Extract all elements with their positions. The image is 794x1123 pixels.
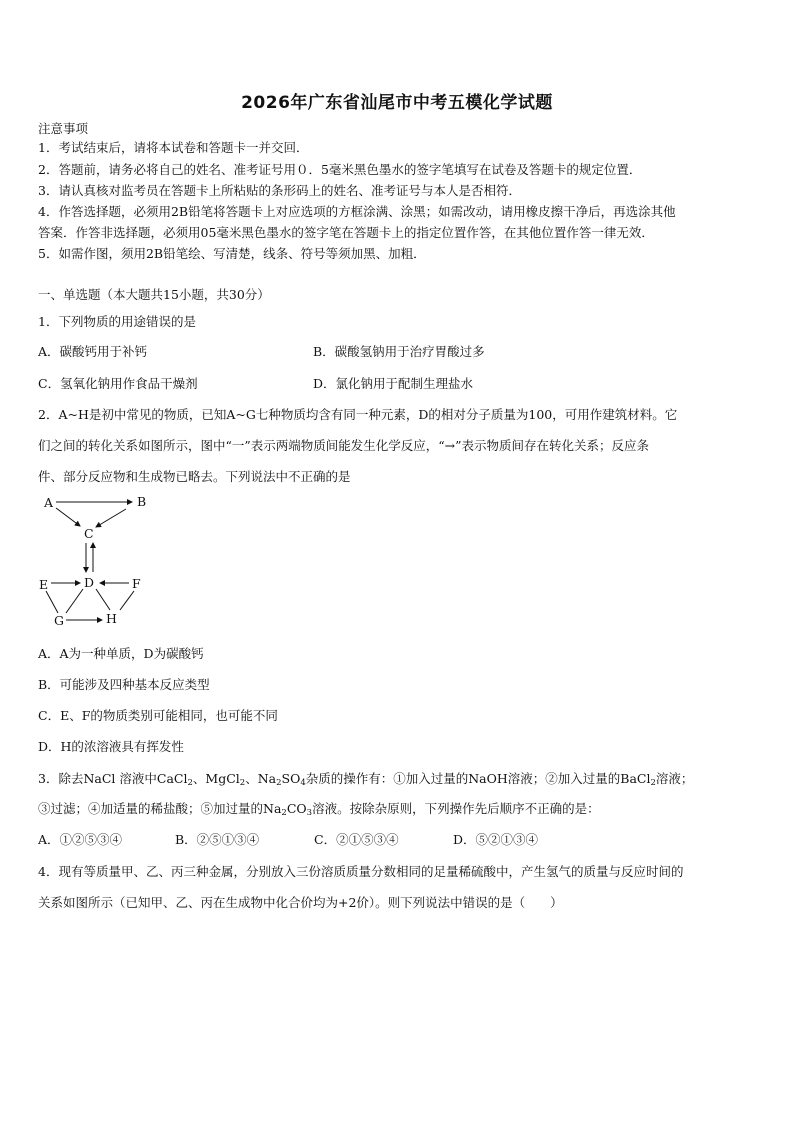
- notice-item: 4．作答选择题，必须用2B铅笔将答题卡上对应选项的方框涂满、涂黑；如需改动，请用橡皮擦干净后，再选涂其他: [38, 204, 676, 219]
- question-3-option-b: B．②⑤①③④: [175, 832, 260, 847]
- notice-item: 2．答题前，请务必将自己的姓名、准考证号用０．5毫米黑色墨水的签字笔填写在试卷及答题卡的规定位置．: [38, 162, 642, 177]
- question-2-option-a: A．A为一种单质，D为碳酸钙: [38, 646, 204, 661]
- line-f-h: [120, 591, 134, 610]
- question-1-stem: 1．下列物质的用途错误的是: [38, 314, 196, 329]
- question-1-option-b: B．碳酸氢钠用于治疗胃酸过多: [313, 344, 485, 359]
- notice-item: 1．考试结束后，请将本试卷和答题卡一并交回．: [38, 140, 309, 155]
- section-heading: 一、单选题（本大题共15小题，共30分）: [38, 287, 270, 302]
- question-1-option-a: A．碳酸钙用于补钙: [38, 344, 148, 359]
- notice-heading: 注意事项: [38, 121, 89, 136]
- conversion-diagram: [36, 490, 166, 630]
- diagram-node-g: G: [54, 613, 64, 628]
- arrow-b-to-c: [96, 509, 126, 527]
- question-3-stem: 3．除去NaCl 溶液中CaCl$_2$、MgCl$_2$、$Na_2SO_4$杂质的操作有：①加入过量的NaOH溶液；②加入过量的BaCl$_2$溶液；: [38, 771, 694, 788]
- diagram-node-f: F: [132, 576, 141, 591]
- notice-item: 答案．作答非选择题，必须用05毫米黑色墨水的签字笔在答题卡上的指定位置作答，在其他位置作答一律无效．: [38, 225, 654, 240]
- diagram-node-c: C: [84, 526, 94, 541]
- notice-item: 3．请认真核对监考员在答题卡上所粘贴的条形码上的姓名、准考证号与本人是否相符．: [38, 183, 521, 198]
- question-3-option-a: A．①②⑤③④: [38, 832, 123, 847]
- notice-item: 5．如需作图，须用2B铅笔绘、写清楚，线条、符号等须加黑、加粗．: [38, 246, 426, 261]
- question-2-stem: 2．A~H是初中常见的物质，已知A~G七种物质均含有同一种元素，D的相对分子质量为100，可用作建筑材料。它: [38, 407, 678, 422]
- question-3-option-c: C．②①⑤③④: [314, 832, 399, 847]
- diagram-node-a: A: [44, 495, 54, 510]
- question-4-stem: 4．现有等质量甲、乙、丙三种金属，分别放入三份溶质质量分数相同的足量稀硫酸中，产生氢气的质量与反应时间的: [38, 864, 684, 879]
- diagram-node-e: E: [39, 577, 49, 592]
- question-3-option-d: D．⑤②①③④: [453, 832, 539, 847]
- question-4-stem: 关系如图所示（已知甲、乙、丙在生成物中化合价均为+2价）。则下列说法中错误的是（ ）: [38, 895, 563, 910]
- question-1-option-c: C．氢氧化钠用作食品干燥剂: [38, 376, 198, 391]
- question-1-option-d: D．氯化钠用于配制生理盐水: [313, 376, 474, 391]
- question-2-option-c: C．E、F的物质类别可能相同，也可能不同: [38, 708, 278, 723]
- diagram-node-h: H: [106, 611, 117, 626]
- diagram-node-d: D: [84, 575, 95, 590]
- question-2-stem: 们之间的转化关系如图所示，图中“一”表示两端物质间能发生化学反应，“→”表示物质间存在转化关系；反应条: [38, 438, 650, 453]
- exam-title: 2026年广东省汕尾市中考五模化学试题: [241, 93, 553, 113]
- arrow-a-to-c: [56, 508, 80, 526]
- question-2-option-d: D．H的浓溶液具有挥发性: [38, 739, 184, 754]
- line-d-h: [96, 589, 110, 610]
- diagram-node-b: B: [137, 494, 147, 509]
- question-3-stem: ③过滤；④加适量的稀盐酸；⑤加过量的$Na_2CO_3$溶液。按除杂原则，下列操作先后顺序不正确的是：: [38, 801, 600, 818]
- question-2-option-b: B．可能涉及四种基本反应类型: [38, 677, 210, 692]
- line-d-g: [66, 589, 83, 613]
- question-2-stem: 件、部分反应物和生成物已略去。下列说法中不正确的是: [38, 469, 351, 484]
- line-e-g: [46, 591, 58, 613]
